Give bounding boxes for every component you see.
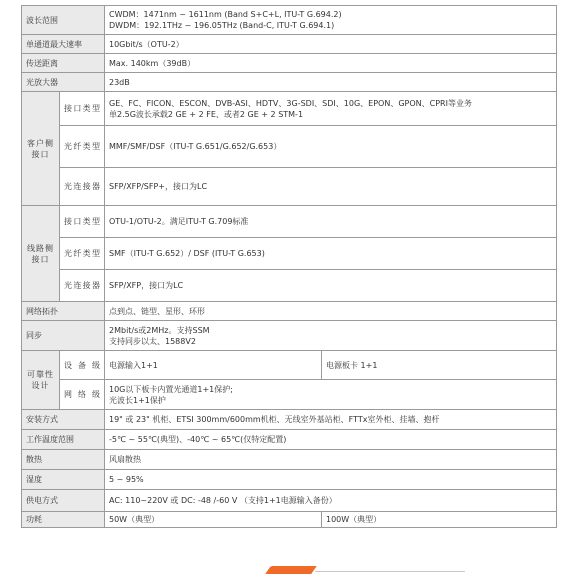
consumption-value-b: 100W（典型）: [322, 512, 557, 528]
row-line-connector: [22, 270, 557, 302]
humidity-value: 5 ~ 95%: [105, 470, 557, 490]
humidity-label: 湿度: [22, 470, 105, 490]
reliability-network-label: 网络级: [60, 380, 105, 410]
reliability-network-line1: 10G以下板卡内置光通道1+1保护;: [109, 384, 233, 394]
topology-value: 点到点、链型、星形、环形: [105, 302, 557, 321]
reliability-device-label: 设备级: [60, 351, 105, 380]
consumption-value-a: 50W（典型）: [105, 512, 322, 528]
client-fiber-label: 光纤类型: [60, 126, 105, 168]
line-iface-value: OTU-1/OTU-2。满足ITU-T G.709标准: [105, 206, 557, 238]
line-conn-value: SFP/XFP，接口为LC: [105, 270, 557, 302]
line-fiber-label: 光纤类型: [60, 238, 105, 270]
cooling-value: 风扇散热: [105, 450, 557, 470]
client-iface-line2: 单2.5G波长承载2 GE + 2 FE、或者2 GE + 2 STM-1: [109, 109, 304, 119]
reliability-network-line2: 光波长1+1保护: [109, 395, 166, 405]
reliability-device-value-b: 电源板卡 1+1: [322, 351, 557, 380]
temp-label: 工作温度范围: [22, 430, 105, 450]
install-value: 19" 或 23" 机柜、ETSI 300mm/600mm机柜、无线室外基站柜、FTTx室外柜、挂墙、抱杆: [105, 410, 557, 430]
line-fiber-value: SMF（ITU-T G.652）/ DSF (ITU-T G.653): [105, 238, 557, 270]
spec-table: [21, 5, 557, 528]
reliability-network-value: [105, 380, 557, 410]
orange-accent-shape: [265, 566, 317, 574]
row-humidity: [22, 470, 557, 490]
power-supply-label: 供电方式: [22, 490, 105, 512]
sync-line1: 2Mbit/s或2MHz。支持SSM: [109, 325, 210, 335]
distance-label: 传送距离: [22, 54, 105, 73]
row-line-fiber: [22, 238, 557, 270]
amplifier-label: 光放大器: [22, 73, 105, 92]
reliability-label: 可靠性设计: [22, 351, 60, 410]
sync-label: 同步: [22, 321, 105, 351]
wavelength-cwdm: CWDM：1471nm ~ 1611nm (Band S+C+L, ITU-T G.694.2): [109, 10, 342, 19]
row-amplifier: [22, 73, 557, 92]
row-client-interface: [22, 92, 557, 126]
line-iface-label: 接口类型: [60, 206, 105, 238]
row-max-rate: [22, 35, 557, 54]
max-rate-value: 10Gbit/s（OTU-2）: [105, 35, 557, 54]
client-iface-value: [105, 92, 557, 126]
client-conn-label: 光连接器: [60, 168, 105, 206]
install-label: 安装方式: [22, 410, 105, 430]
row-temperature: [22, 430, 557, 450]
row-topology: [22, 302, 557, 321]
wavelength-label: 波长范围: [22, 6, 105, 35]
wavelength-dwdm: DWDM：192.1THz ~ 196.05THz (Band-C, ITU-T G.694.1): [109, 21, 335, 30]
max-rate-label: 单通道最大速率: [22, 35, 105, 54]
row-sync: [22, 321, 557, 351]
row-cooling: [22, 450, 557, 470]
row-consumption: [22, 512, 557, 528]
sync-value: [105, 321, 557, 351]
line-side-label: 线路侧接口: [22, 206, 60, 302]
distance-value: Max. 140km（39dB）: [105, 54, 557, 73]
row-distance: [22, 54, 557, 73]
client-iface-line1: GE、FC、FICON、ESCON、DVB-ASI、HDTV、3G-SDI、SDI、10G、EPON、GPON、CPRI等业务: [109, 98, 472, 108]
client-iface-label: 接口类型: [60, 92, 105, 126]
client-side-label: 客户侧接口: [22, 92, 60, 206]
row-line-interface: [22, 206, 557, 238]
topology-label: 网络拓扑: [22, 302, 105, 321]
power-supply-value: AC: 110~220V 或 DC: -48 /-60 V （支持1+1电源输入备份）: [105, 490, 557, 512]
row-reliability-network: [22, 380, 557, 410]
row-power-supply: [22, 490, 557, 512]
line-conn-label: 光连接器: [60, 270, 105, 302]
reliability-device-value-a: 电源输入1+1: [105, 351, 322, 380]
row-wavelength: [22, 6, 557, 35]
row-client-connector: [22, 168, 557, 206]
amplifier-value: 23dB: [105, 73, 557, 92]
row-client-fiber: [22, 126, 557, 168]
consumption-label: 功耗: [22, 512, 105, 528]
temp-value: -5℃ ~ 55℃(典型)、-40℃ ~ 65℃(仅特定配置): [105, 430, 557, 450]
cooling-label: 散热: [22, 450, 105, 470]
row-reliability-device: [22, 351, 557, 380]
wavelength-value: [105, 6, 557, 35]
client-fiber-value: MMF/SMF/DSF（ITU-T G.651/G.652/G.653）: [105, 126, 557, 168]
row-install: [22, 410, 557, 430]
client-conn-value: SFP/XFP/SFP+，接口为LC: [105, 168, 557, 206]
sync-line2: 支持同步以太、1588V2: [109, 336, 196, 346]
footer-divider: [315, 571, 465, 572]
